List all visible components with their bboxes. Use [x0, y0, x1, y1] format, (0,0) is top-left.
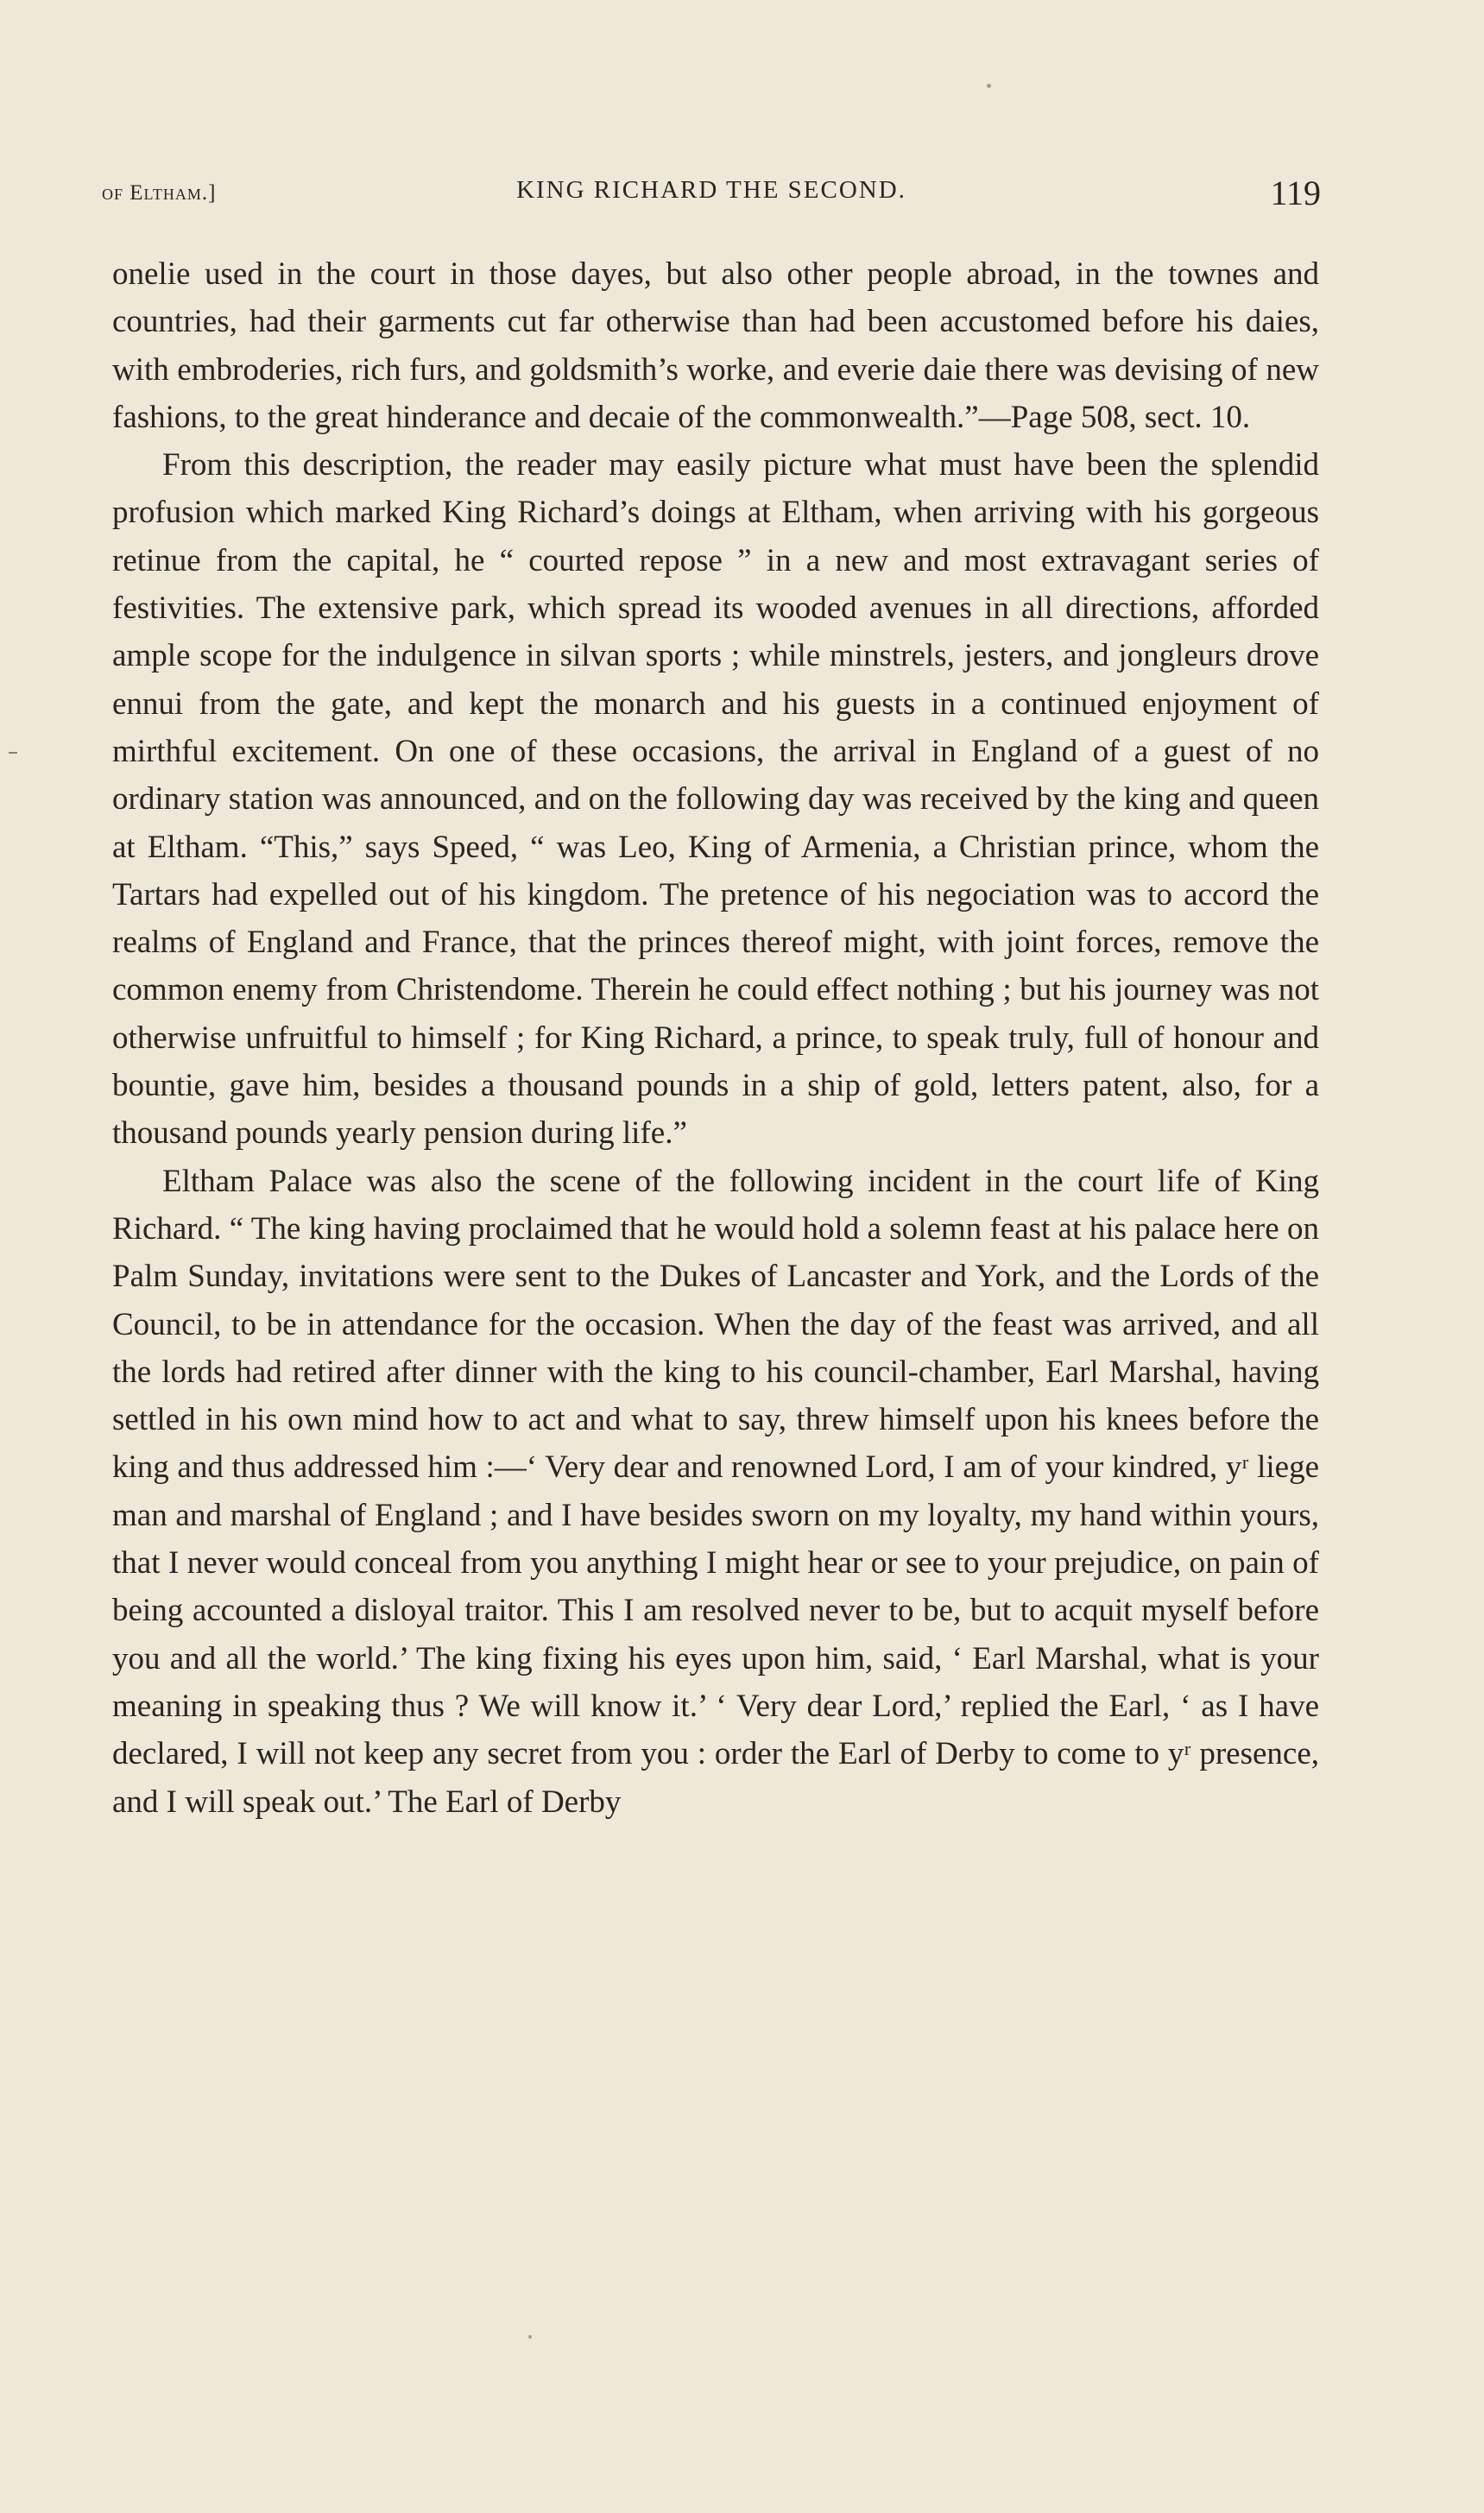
paper-speck	[528, 2335, 532, 2339]
running-title-left: of Eltham.]	[102, 181, 217, 205]
paper-speck	[987, 84, 991, 88]
running-header	[102, 169, 1321, 221]
margin-mark	[9, 752, 17, 754]
paragraph: From this description, the reader may easily picture what must have been the splendid profusion which marked King Richard’s doings at Eltham, when arriving with his gorgeous retinue from the capital, he “ courted repose ” in a new and most extravagant series of festivities. The extensive park, which spread its wooded avenues in all directions, afforded ample scope for the indulgence in silvan sports ; while minstrels, jesters, and jongleurs drove ennui from the gate, and kept the monarch and his guests in a continued enjoyment of mirthful excitement. On one of these occasions, the arrival in England of a guest of no ordinary station was announced, and on the following day was received by the king and queen at Eltham. “This,” says Speed, “ was Leo, King of Armenia, a Christian prince, whom the Tartars had expelled out of his kingdom. The pretence of his negociation was to accord the realms of England and France, that the princes thereof might, with joint forces, remove the common enemy from Christendome. Therein he could effect nothing ; but his journey was not otherwise unfruitful to himself ; for King Richard, a prince, to speak truly, full of honour and bountie, gave him, besides a thousand pounds in a ship of gold, letters patent, also, for a thousand pounds yearly pension during life.”	[112, 447, 1319, 1152]
paragraph: onelie used in the court in those dayes, but also other people abroad, in the townes and countries, had their garments cut far otherwise than had been accustomed before his daies, with embroderies, rich furs, and goldsmith’s worke, and everie daie there was devising of new fashions, to the great hinderance and decaie of the commonwealth.”—Page 508, sect. 10.	[112, 256, 1319, 435]
paragraph: Eltham Palace was also the scene of the following incident in the court life of King Richard. “ The king having proclaimed that he would hold a solemn feast at his palace here on Palm Sunday, invitations were sent to the Dukes of Lancaster and York, and the Lords of the Council, to be in attendance for the occasion. When the day of the feast was arrived, and all the lords had retired after dinner with the king to his council-chamber, Earl Marshal, having settled in his own mind how to act and what to say, threw himself upon his knees before the king and thus addressed him :—‘ Very dear and renowned Lord, I am of your kindred, yʳ liege man and marshal of England ; and I have besides sworn on my loyalty, my hand within yours, that I never would conceal from you anything I might hear or see to your prejudice, on pain of being accounted a disloyal traitor. This I am resolved never to be, but to acquit myself before you and all the world.’ The king fixing his eyes upon him, said, ‘ Earl Marshal, what is your meaning in speaking thus ? We will know it.’ ‘ Very dear Lord,’ replied the Earl, ‘ as I have declared, I will not keep any secret from you : order the Earl of Derby to come to yʳ presence, and I will speak out.’ The Earl of Derby	[112, 1163, 1319, 1820]
page-number: 119	[1270, 174, 1321, 212]
running-title-center: KING RICHARD THE SECOND.	[516, 176, 906, 204]
page-body	[112, 250, 1319, 1826]
